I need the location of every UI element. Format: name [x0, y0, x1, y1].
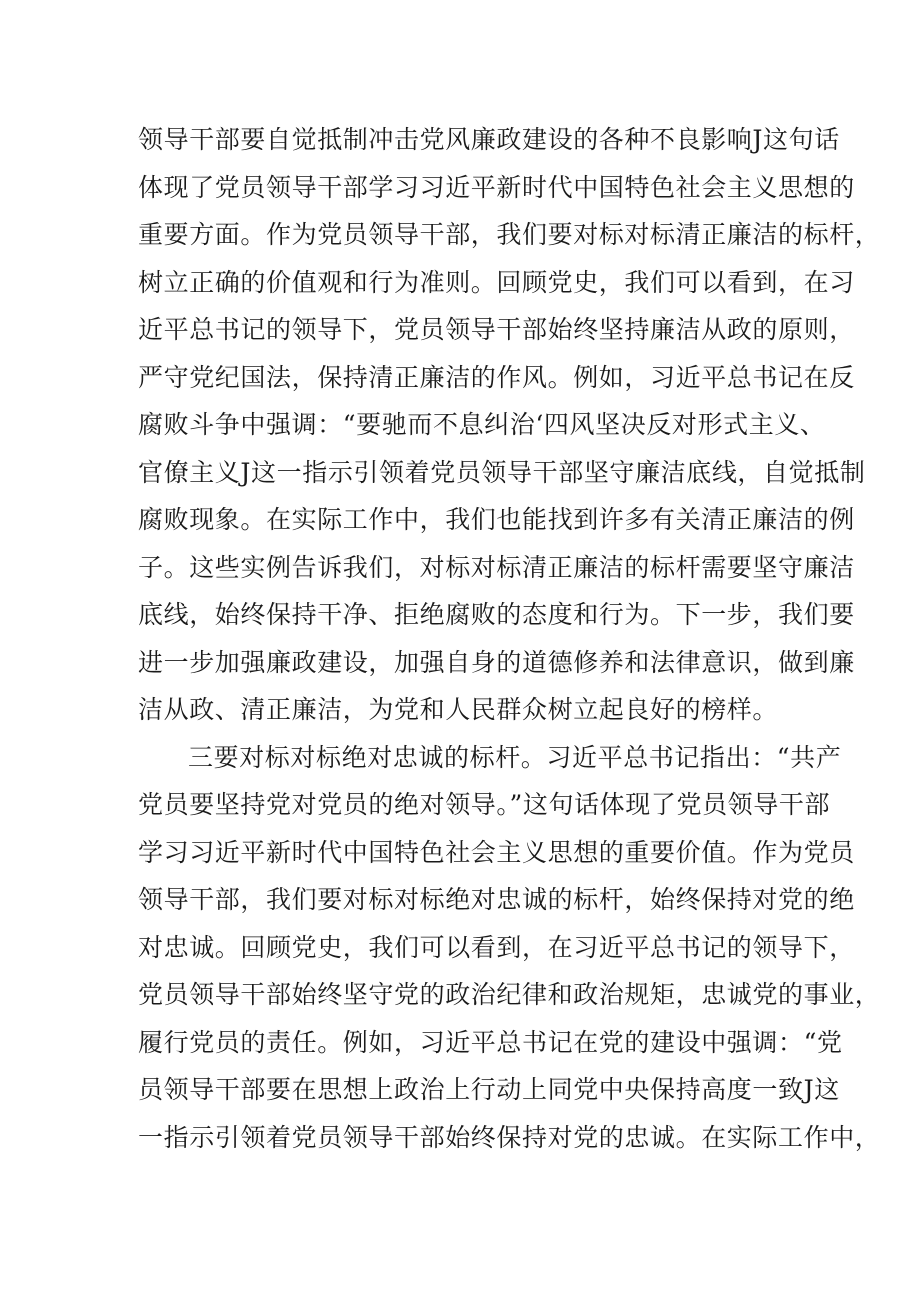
text-line: 党员领导干部始终坚守党的政治纪律和政治规矩，忠诚党的事业，: [138, 980, 881, 1009]
text-line: 底线，始终保持干净、拒绝腐败的态度和行为。下一步，我们要: [138, 600, 855, 629]
text-line: 党员要坚持党对党员的绝对领导。”这句话体现了党员领导干部: [138, 790, 831, 819]
text-line-paragraph-start: 三要对标对标绝对忠诚的标杆。习近平总书记指出：“共产: [188, 742, 842, 772]
text-line: 腐败现象。在实际工作中，我们也能找到许多有关清正廉洁的例: [138, 505, 855, 534]
text-line: 履行党员的责任。例如，习近平总书记在党的建设中强调：“党: [138, 1027, 843, 1057]
text-line: 官僚主义J这一指示引领着党员领导干部坚守廉洁底线，自觉抵制: [138, 457, 866, 487]
text-line: 学习习近平新时代中国特色社会主义思想的重要价值。作为党员: [138, 837, 855, 867]
text-line: 员领导干部要在思想上政治上行动上同党中央保持高度一致J这: [138, 1075, 840, 1104]
text-line: 近平总书记的领导下，党员领导干部始终坚持廉洁从政的原则，: [138, 315, 855, 344]
text-line: 领导干部，我们要对标对标绝对忠诚的标杆，始终保持对党的绝: [138, 885, 855, 914]
text-line: 腐败斗争中强调：“要驰而不息纠治‘四风坚决反对形式主义、: [138, 410, 826, 439]
text-line: 重要方面。作为党员领导干部，我们要对标对标清正廉洁的标杆，: [138, 220, 881, 249]
text-line-paragraph-end: 洁从政、清正廉洁，为党和人民群众树立起良好的榜样。: [138, 695, 779, 724]
text-line: 体现了党员领导干部学习习近平新时代中国特色社会主义思想的: [138, 172, 855, 202]
text-line: 对忠诚。回顾党史，我们可以看到，在习近平总书记的领导下，: [138, 932, 855, 962]
text-line: 领导干部要自觉抵制冲击党风廉政建设的各种不良影响J这句话: [138, 125, 840, 154]
text-line: 进一步加强廉政建设，加强自身的道德修养和法律意识，做到廉: [138, 647, 855, 677]
document-body: [138, 116, 881, 1161]
text-line: 子。这些实例告诉我们，对标对标清正廉洁的标杆需要坚守廉洁: [138, 552, 855, 582]
text-line: 严守党纪国法，保持清正廉洁的作风。例如，习近平总书记在反: [138, 362, 855, 392]
text-line: 树立正确的价值观和行为准则。回顾党史，我们可以看到，在习: [138, 267, 855, 297]
text-line: 一指示引领着党员领导干部始终保持对党的忠诚。在实际工作中，: [138, 1122, 881, 1152]
